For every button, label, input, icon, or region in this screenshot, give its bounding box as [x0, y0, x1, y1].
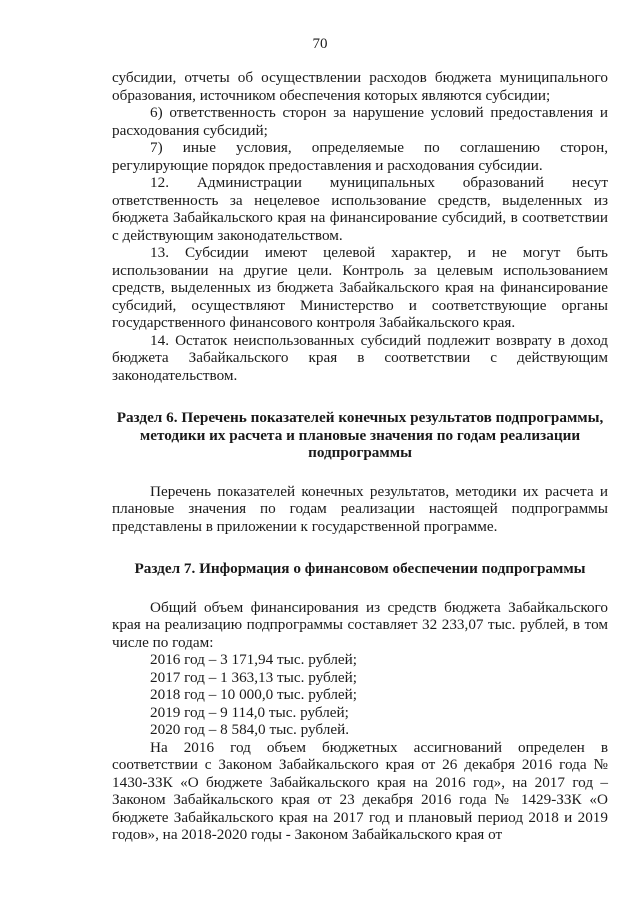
paragraph: субсидии, отчеты об осуществлении расходов бюджета муниципального образования, источником обеспечения которых являются субсидии; [112, 69, 608, 104]
section-6-text: Перечень показателей конечных результатов, методики их расчета и плановые значения по годам реализации настоящей подпрограммы представлены в приложении к государственной программе. [112, 482, 608, 535]
paragraph: 14. Остаток неиспользованных субсидий подлежит возврату в доход бюджета Забайкальского края в соответствии с действующим законодательством. [112, 331, 608, 384]
section-7-intro: Общий объем финансирования из средств бюджета Забайкальского края на реализацию подпрограммы составляет 32 233,07 тыс. рублей, в том числе по годам: [112, 598, 608, 651]
funding-year-2020: 2020 год – 8 584,0 тыс. рублей. [150, 721, 350, 738]
paragraph: 6) ответственность сторон за нарушение условий предоставления и расходования субсидий; [112, 104, 608, 139]
funding-year-2016: 2016 год – 3 171,94 тыс. рублей; [150, 651, 358, 668]
section-6-heading: Раздел 6. Перечень показателей конечных результатов подпрограммы, методики их расчета и плановые значения по годам реализации подпрограммы [116, 409, 604, 461]
section-7-closing: На 2016 год объем бюджетных ассигнований определен в соответствии с Законом Забайкальского края от 26 декабря 2016 года № 1430-ЗЗК «О бюджете Забайкальского края на 2016 год», на 2017 год – Законом Забайкальского края от 23 декабря 2016 года № 1429-ЗЗК «О бюджете Забайкальского края на 2017 год и плановый период 2018 и 2019 годов», на 2018-2020 годы - Законом Забайкальского края от [112, 738, 608, 843]
paragraph: 7) иные условия, определяемые по соглашению сторон, регулирующие порядок предоставления и расходования субсидии. [112, 139, 608, 174]
funding-year-2017: 2017 год – 1 363,13 тыс. рублей; [150, 668, 358, 686]
funding-year-2019: 2019 год – 9 114,0 тыс. рублей; [150, 703, 349, 721]
funding-year-2018: 2018 год – 10 000,0 тыс. рублей; [150, 686, 358, 703]
section-7-heading: Раздел 7. Информация о финансовом обеспечении подпрограммы [134, 560, 586, 577]
document-body [112, 69, 608, 844]
page-number: 70 [312, 36, 328, 52]
paragraph: 12. Администрации муниципальных образований несут ответственность за нецелевое использование средств, выделенных из бюджета Забайкальского края на финансирование субсидий, в соответствии с действующим законодательством. [112, 174, 608, 244]
paragraph: 13. Субсидии имеют целевой характер, и не могут быть использовании на другие цели. Контроль за целевым использованием средств, выделенных из бюджета Забайкальского края на финансирование субсидий, осуществляют Министерство и соответствующие органы государственного финансового контроля Забайкальского края. [112, 244, 608, 331]
